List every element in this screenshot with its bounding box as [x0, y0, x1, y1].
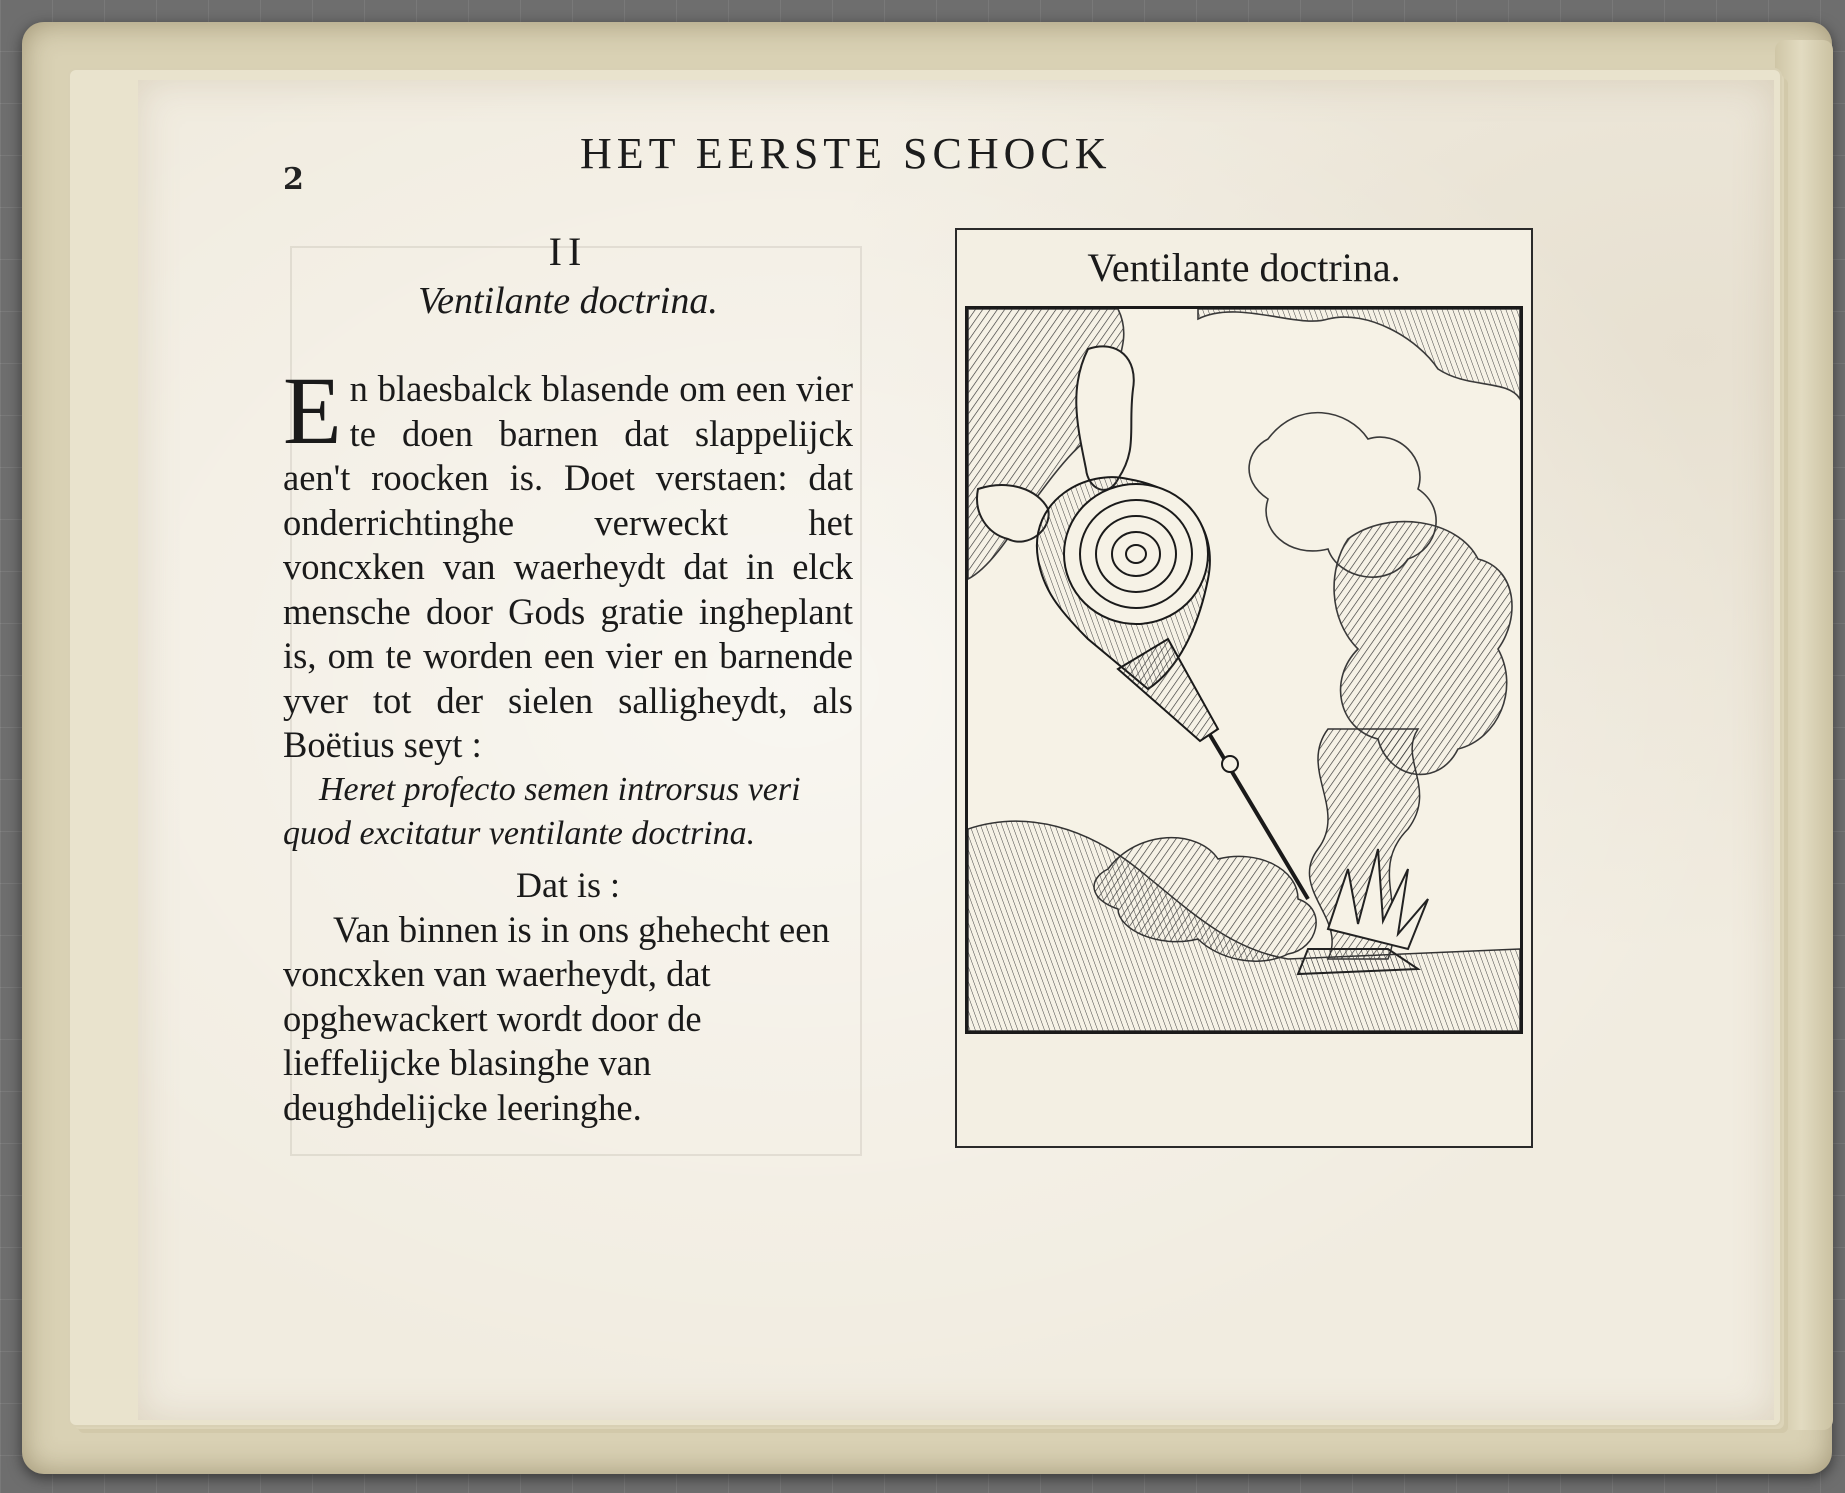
emblem-number: II: [548, 229, 588, 274]
dutch-verse: Van binnen is in ons ghehecht een voncxken van waerheydt, dat opghewackert wordt door de lieffelijcke blasinghe van deughdelijcke leeringhe.: [283, 908, 830, 1128]
running-head: HET EERSTE SCHOCK: [580, 129, 1112, 178]
emblem-text-column: [283, 228, 853, 1130]
hand: [1076, 346, 1133, 490]
drop-cap: E: [283, 357, 342, 464]
dat-is-heading: Dat is :: [516, 864, 620, 905]
engraving-illustration: [968, 309, 1520, 1031]
commentary-text: n blaesbalck blasende om een vier te doen barnen dat slappelijck aen't roocken is. Doet verstaen: dat onderrichtinghe verweckt het voncxken van waerheydt dat in elck mensche door Gods gratie ingheplant is, om te worden een vier en barnende yver tot der sielen salligheydt, als Boëtius seyt :: [283, 368, 853, 765]
cover-flap: [1775, 40, 1833, 1430]
latin-quote: Heret profecto semen introrsus veri quod excitatur ventilante doctrina.: [283, 770, 801, 852]
bellows-engraving: [965, 306, 1523, 1034]
plate-caption: Ventilante doctrina.: [1087, 245, 1401, 290]
emblem-motto: Ventilante doctrina.: [418, 280, 718, 322]
emblem-plate: [955, 228, 1533, 1148]
commentary-paragraph: [283, 357, 853, 768]
page-number: 2: [283, 162, 304, 197]
